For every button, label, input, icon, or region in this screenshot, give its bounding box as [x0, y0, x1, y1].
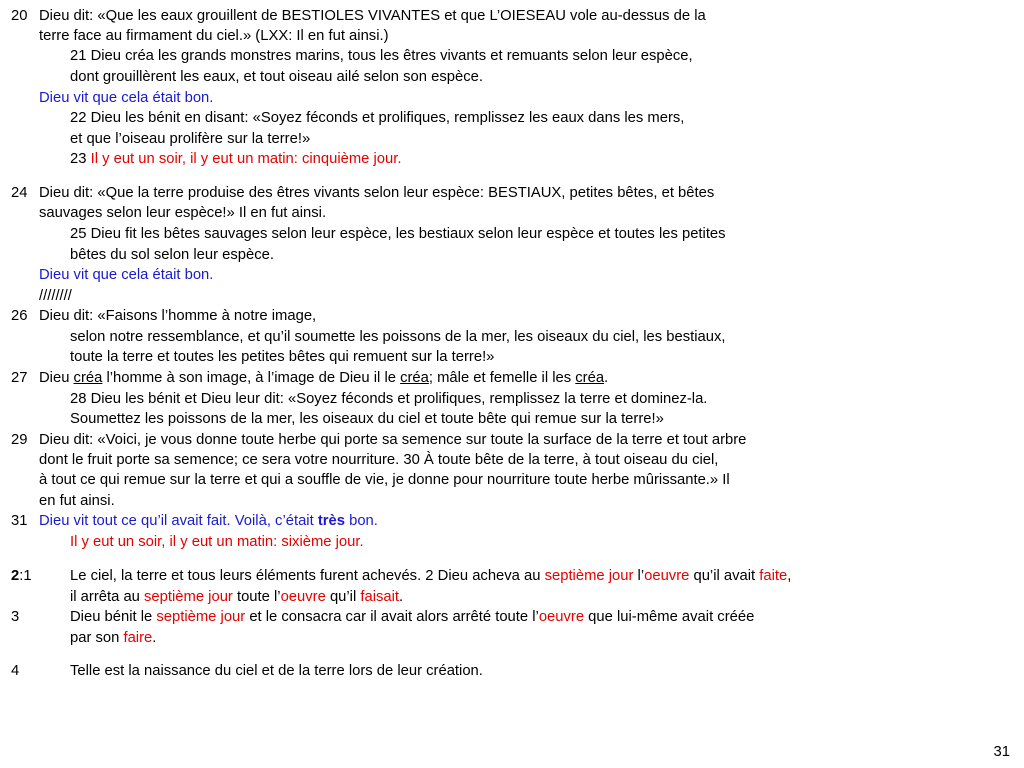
chapter-number-2: 2	[11, 568, 20, 584]
verse-number-31: 31	[11, 513, 28, 529]
verse-21-line-2: dont grouillèrent les eaux, et tout oiseau ailé selon son espèce.	[70, 69, 483, 85]
verse-24-line-2: sauvages selon leur espèce!» Il en fut ainsi.	[39, 205, 327, 221]
verse-22-line-1: 22 Dieu les bénit en disant: «Soyez féconds et prolifiques, remplissez les eaux dans les mers,	[70, 110, 685, 126]
verse-number-26: 26	[11, 308, 28, 324]
chapter-2-verse-number-4: 4	[11, 663, 20, 679]
chapter-2-verse-2-line-2: il arrêta au septième jour toute l’oeuvre qu’il faisait.	[70, 589, 404, 605]
chapter-2-verse-1-ref: 2:1	[11, 568, 32, 584]
verse-30-line-2: en fut ainsi.	[39, 493, 115, 509]
sixth-day-refrain: Il y eut un soir, il y eut un matin: sixième jour.	[70, 534, 364, 550]
verse-26-line-3: toute la terre et toutes les petites bêtes qui remuent sur la terre!»	[70, 349, 495, 365]
separator-slashes: ////////	[39, 288, 72, 304]
page-number: 31	[993, 744, 1010, 760]
chapter-2-verse-number-3: 3	[11, 609, 20, 625]
word-crea-3: créa	[575, 370, 605, 386]
word-crea-2: créa	[400, 370, 429, 386]
verse-number-24: 24	[11, 185, 28, 201]
verse-29-line-1: Dieu dit: «Voici, je vous donne toute herbe qui porte sa semence sur toute la surface de la terre et tout arbre	[39, 432, 747, 448]
verse-29-line-2: dont le fruit porte sa semence; ce sera votre nourriture. 30 À toute bête de la terre, à tout oiseau du ciel,	[39, 452, 719, 468]
verse-30-line-1: à tout ce qui remue sur la terre et qui a souffle de vie, je donne pour nourriture toute herbe mûrissante.» Il	[39, 472, 730, 488]
refrain-god-saw-good-2: Dieu vit que cela était bon.	[39, 267, 214, 283]
verse-number-27: 27	[11, 370, 28, 386]
chapter-2-verse-1-line-1: Le ciel, la terre et tous leurs éléments furent achevés. 2 Dieu acheva au septième jour l’oeuvre qu’il avait faite,	[70, 568, 792, 584]
verse-25-line-2: bêtes du sol selon leur espèce.	[70, 247, 274, 263]
refrain-god-saw-good-1: Dieu vit que cela était bon.	[39, 90, 214, 106]
word-crea-1: créa	[73, 370, 103, 386]
word-tres: très	[317, 513, 345, 529]
verse-number-23: 23	[70, 151, 91, 167]
verse-21-line-1: 21 Dieu créa les grands monstres marins, tous les êtres vivants et remuants selon leur espèce,	[70, 48, 693, 64]
verse-26-line-1: Dieu dit: «Faisons l’homme à notre image,	[39, 308, 317, 324]
verse-28-line-2: Soumettez les poissons de la mer, les oiseaux du ciel et toute bête qui remue sur la terre!»	[70, 411, 664, 427]
chapter-2-verse-4-line-1: Telle est la naissance du ciel et de la terre lors de leur création.	[70, 663, 483, 679]
verse-28-line-1: 28 Dieu les bénit et Dieu leur dit: «Soyez féconds et prolifiques, remplissez la terre et dominez-la.	[70, 391, 708, 407]
verse-number-20: 20	[11, 8, 28, 24]
fifth-day-refrain: Il y eut un soir, il y eut un matin: cinquième jour.	[90, 151, 402, 167]
verse-25-line-1: 25 Dieu fit les bêtes sauvages selon leur espèce, les bestiaux selon leur espèce et toutes les petites	[70, 226, 726, 242]
chapter-2-verse-3-line-2: par son faire.	[70, 630, 157, 646]
verse-22-line-2: et que l’oiseau prolifère sur la terre!»	[70, 131, 311, 147]
verse-20-line-1: Dieu dit: «Que les eaux grouillent de BESTIOLES VIVANTES et que L’OIESEAU vole au-dessus de la	[39, 8, 706, 24]
verse-26-line-2: selon notre ressemblance, et qu’il soumette les poissons de la mer, les oiseaux du ciel, les bestiaux,	[70, 329, 726, 345]
verse-23-line	[70, 149, 401, 169]
verse-number-29: 29	[11, 432, 28, 448]
verse-20-line-2: terre face au firmament du ciel.» (LXX: Il en fut ainsi.)	[39, 28, 389, 44]
verse-31-line-1: Dieu vit tout ce qu’il avait fait. Voilà, c’était très bon.	[39, 513, 378, 529]
verse-24-line-1: Dieu dit: «Que la terre produise des êtres vivants selon leur espèce: BESTIAUX, petites bêtes, et bêtes	[39, 185, 715, 201]
verse-27-line-1: Dieu créa l’homme à son image, à l’image de Dieu il le créa; mâle et femelle il les créa.	[39, 370, 609, 386]
chapter-2-verse-3-line-1: Dieu bénit le septième jour et le consacra car il avait alors arrêté toute l’oeuvre que lui-même avait créée	[70, 609, 755, 625]
